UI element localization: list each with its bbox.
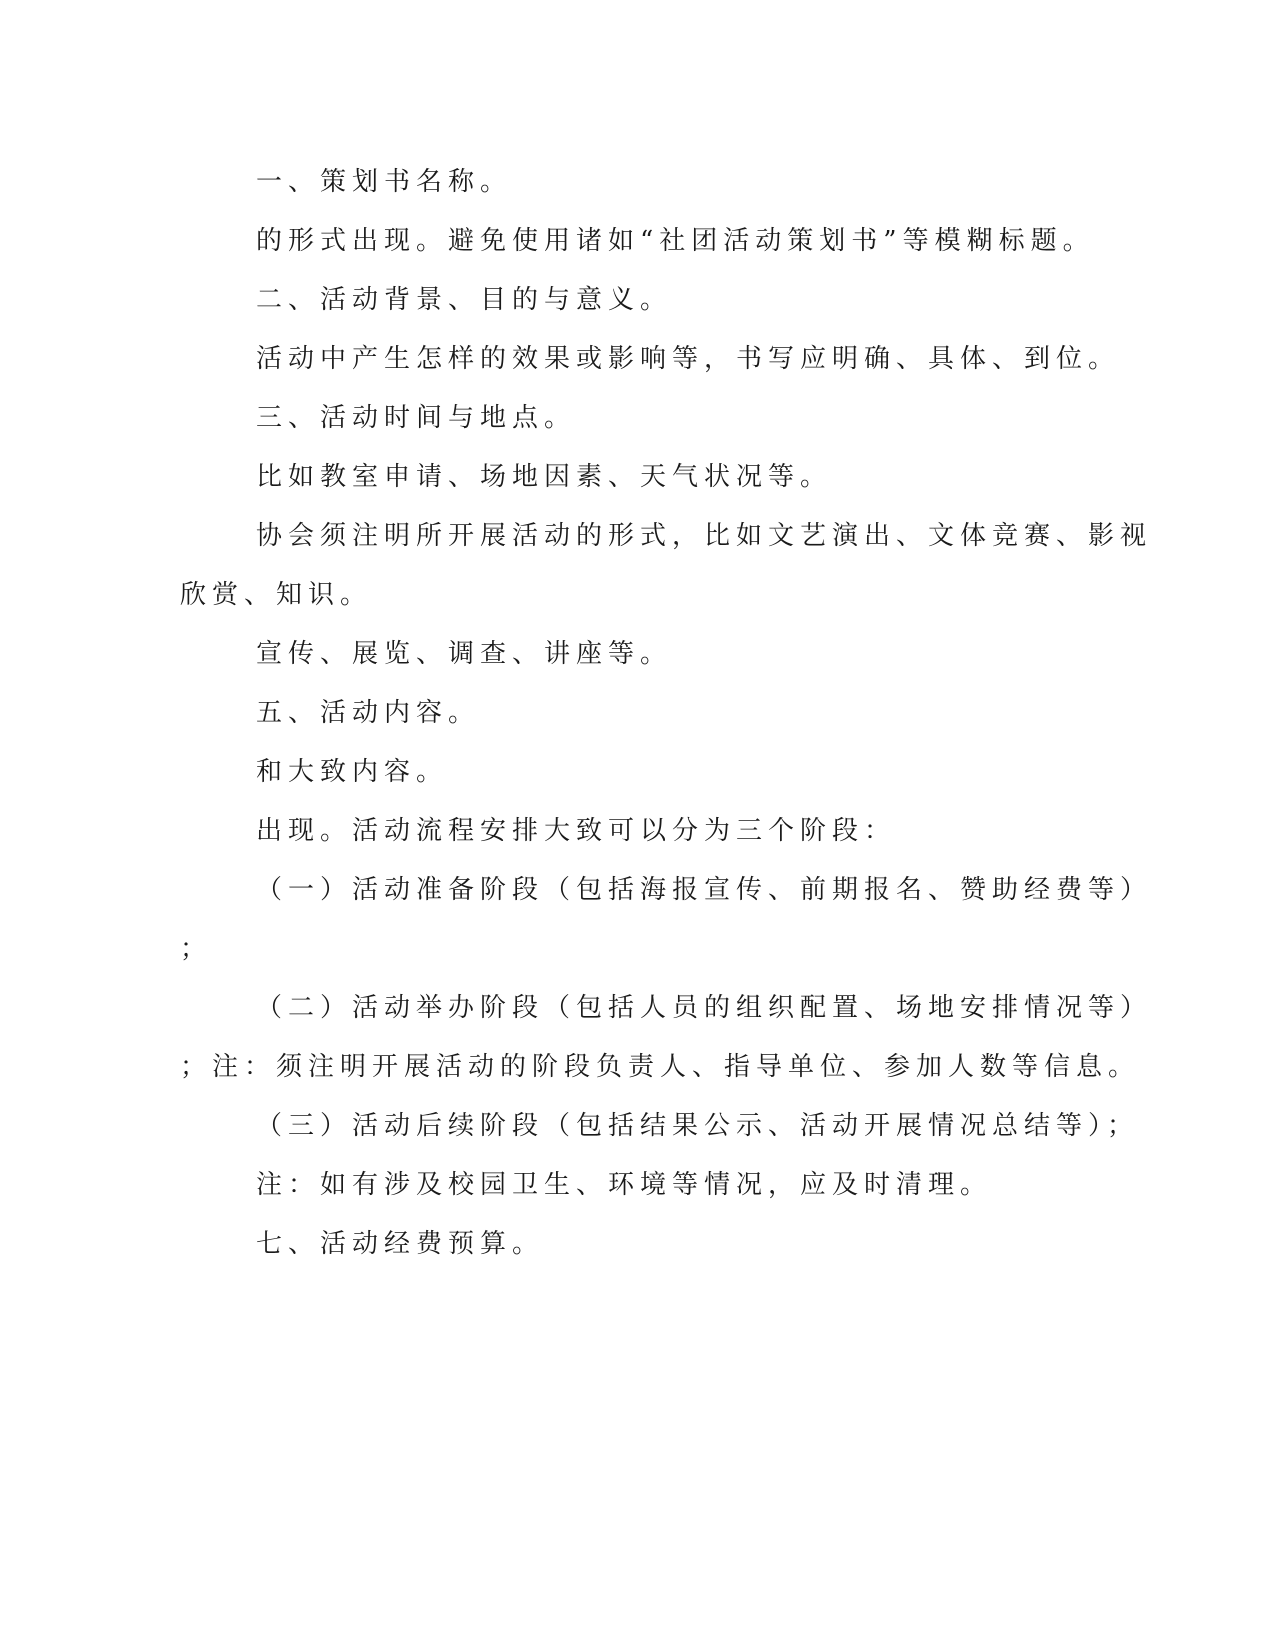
paragraph-line: 出现。活动流程安排大致可以分为三个阶段：: [256, 816, 897, 846]
stage-two-line: （二）活动举办阶段（包括人员的组织配置、场地安排情况等）: [256, 993, 1153, 1023]
heading-plan-title: 一、策划书名称。: [256, 167, 513, 197]
paragraph-line: 活动中产生怎样的效果或影响等，书写应明确、具体、到位。: [256, 344, 1121, 374]
paragraph-line: 的形式出现。避免使用诸如“社团活动策划书”等模糊标题。: [256, 226, 1095, 256]
paragraph-line-continued: 欣赏、知识。: [180, 580, 373, 610]
heading-background: 二、活动背景、目的与意义。: [256, 285, 673, 315]
paragraph-line: 和大致内容。: [256, 757, 449, 787]
stage-three-line: （三）活动后续阶段（包括结果公示、活动开展情况总结等）；: [256, 1111, 1140, 1141]
stage-one-line: （一）活动准备阶段（包括海报宣传、前期报名、赞助经费等）: [256, 875, 1153, 905]
heading-time-place: 三、活动时间与地点。: [256, 403, 577, 433]
heading-content: 五、活动内容。: [256, 698, 481, 728]
heading-budget: 七、活动经费预算。: [256, 1229, 545, 1259]
paragraph-line: 协会须注明所开展活动的形式，比如文艺演出、文体竞赛、影视: [256, 521, 1153, 551]
paragraph-line-continued: ；注：须注明开展活动的阶段负责人、指导单位、参加人数等信息。: [180, 1052, 1141, 1082]
note-line: 注：如有涉及校园卫生、环境等情况，应及时清理。: [256, 1170, 993, 1200]
paragraph-line: 宣传、展览、调查、讲座等。: [256, 639, 673, 669]
paragraph-line-continued: ；: [180, 934, 213, 964]
paragraph-line: 比如教室申请、场地因素、天气状况等。: [256, 462, 833, 492]
